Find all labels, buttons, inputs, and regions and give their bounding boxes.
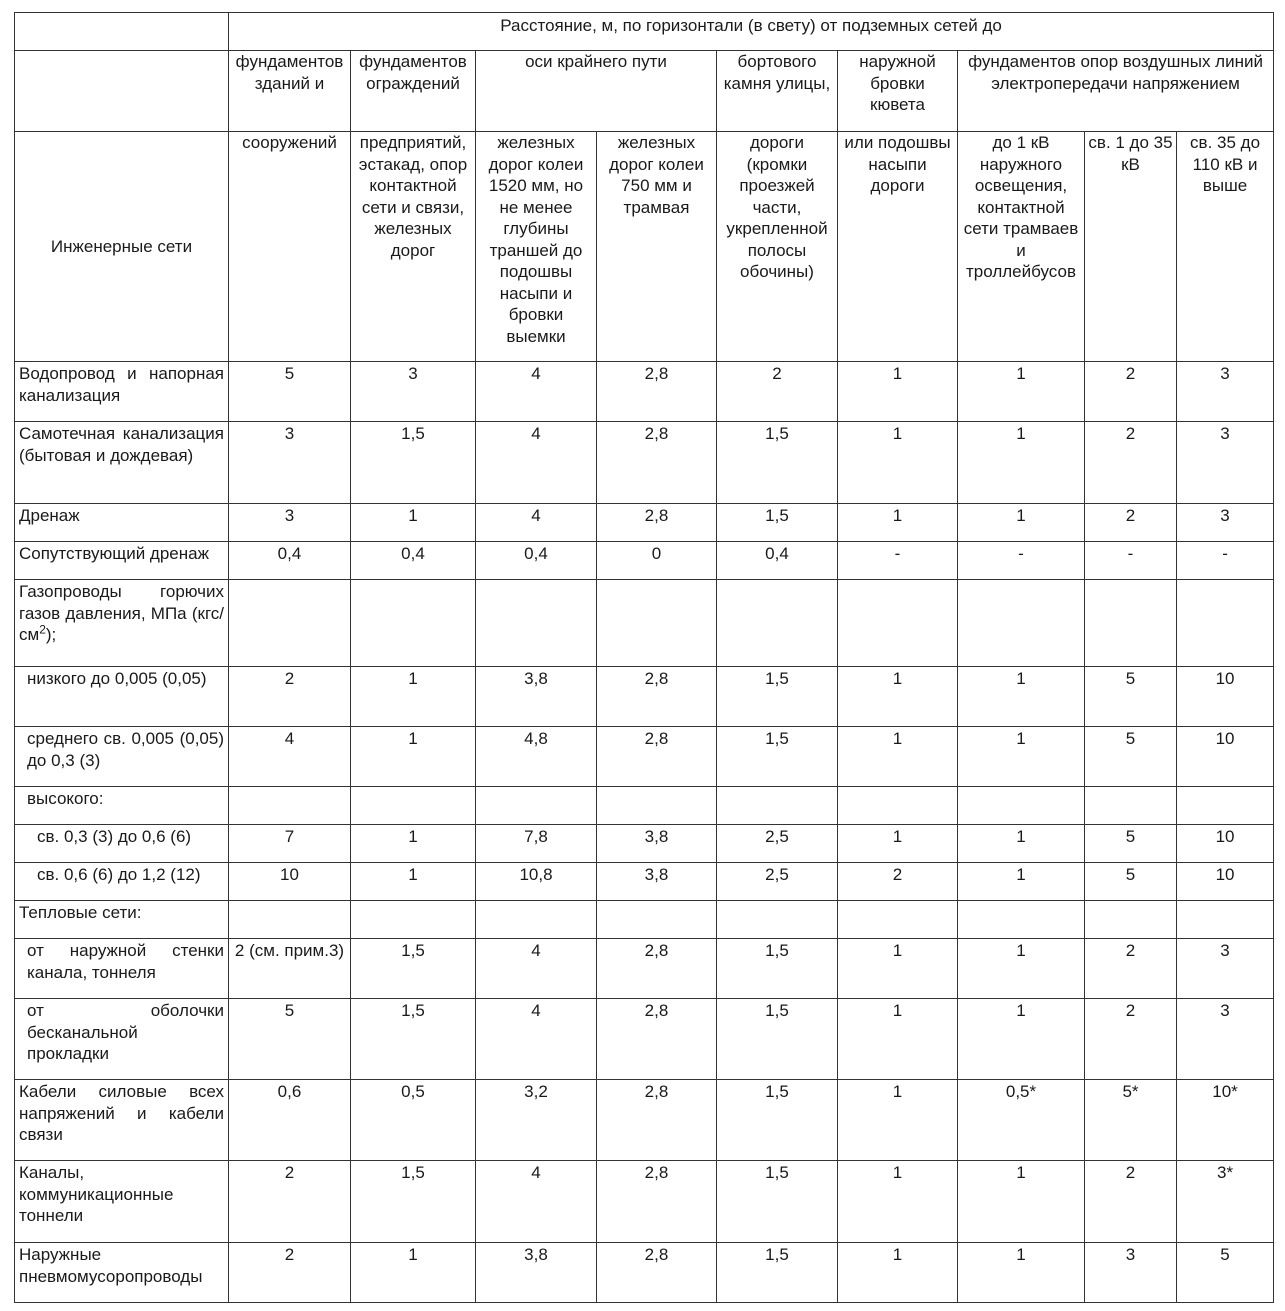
value-cell: 1: [351, 825, 476, 863]
value-cell: 1: [838, 1161, 958, 1243]
value-cell: 1,5: [717, 1161, 838, 1243]
value-cell: 5*: [1085, 1080, 1177, 1161]
value-cell: 2,8: [597, 1080, 717, 1161]
header-row-subs: [15, 132, 1274, 362]
value-cell: 1: [958, 1161, 1085, 1243]
row-name: Самотечная канализация (бытовая и дождевая): [19, 424, 224, 465]
group-ditch: наружной бровки кювета: [838, 51, 958, 132]
sub-header: дороги (кромки проезжей части, укрепленной полосы обочины): [717, 132, 838, 362]
value-cell: 1: [351, 1243, 476, 1303]
value-cell: 7: [229, 825, 351, 863]
value-cell: 1: [958, 422, 1085, 504]
row-name: Газопроводы горючих газов давления, МПа (кгс/см: [19, 582, 224, 644]
value-cell: [229, 901, 351, 939]
value-cell: 1,5: [717, 939, 838, 999]
distance-table: [14, 12, 1274, 1303]
value-cell: [1177, 901, 1274, 939]
group-power-lines: фундаментов опор воздушных линий электропередачи напряжением: [958, 51, 1274, 132]
row-name: Кабели силовые всех напряжений и кабели связи: [19, 1082, 224, 1144]
row-name: Сопутствующий дренаж: [19, 544, 209, 563]
row-name: Тепловые сети:: [19, 903, 142, 922]
value-cell: 5: [1085, 863, 1177, 901]
value-cell: 1,5: [717, 727, 838, 787]
value-cell: [838, 901, 958, 939]
value-cell: 2: [1085, 999, 1177, 1080]
group-fences: фундаментов ограждений: [351, 51, 476, 132]
value-cell: [597, 787, 717, 825]
row-name: Дренаж: [19, 506, 80, 525]
value-cell: 2,8: [597, 999, 717, 1080]
value-cell: 1,5: [717, 667, 838, 727]
value-cell: 0,6: [229, 1080, 351, 1161]
table-row: [15, 1161, 1274, 1243]
value-cell: 1: [958, 362, 1085, 422]
value-cell: 4: [229, 727, 351, 787]
value-cell: 5: [1085, 727, 1177, 787]
table-row: [15, 667, 1274, 727]
value-cell: 4: [476, 999, 597, 1080]
value-cell: 5: [229, 999, 351, 1080]
row-name-cell: [15, 362, 229, 422]
value-cell: 10: [1177, 727, 1274, 787]
value-cell: 0,4: [717, 542, 838, 580]
value-cell: 4,8: [476, 727, 597, 787]
value-cell: -: [838, 542, 958, 580]
value-cell: [958, 787, 1085, 825]
value-cell: 5: [1177, 1243, 1274, 1303]
row-name-cell: [15, 863, 229, 901]
value-cell: 3: [229, 504, 351, 542]
value-cell: 1: [958, 825, 1085, 863]
row-name-cell: [15, 825, 229, 863]
value-cell: 2,8: [597, 1161, 717, 1243]
value-cell: 2,8: [597, 939, 717, 999]
row-name: св. 0,6 (6) до 1,2 (12): [37, 865, 201, 884]
table-row: [15, 580, 1274, 667]
row-name: от наружной стенки канала, тоннеля: [27, 941, 224, 982]
value-cell: 1,5: [351, 999, 476, 1080]
value-cell: 2,5: [717, 863, 838, 901]
table-row: [15, 362, 1274, 422]
value-cell: 3,8: [597, 825, 717, 863]
value-cell: 2: [229, 667, 351, 727]
value-cell: 3: [1085, 1243, 1177, 1303]
sub-header: железных дорог колеи 1520 мм, но не менее глубины траншей до подошвы насыпи и бровки выемки: [476, 132, 597, 362]
value-cell: 2: [838, 863, 958, 901]
value-cell: [351, 787, 476, 825]
table-row: [15, 999, 1274, 1080]
sub-header: предприятий, эстакад, опор контактной сети и связи, железных дорог: [351, 132, 476, 362]
value-cell: 1: [838, 1243, 958, 1303]
value-cell: [958, 580, 1085, 667]
value-cell: [351, 901, 476, 939]
value-cell: 0,4: [351, 542, 476, 580]
value-cell: 3: [1177, 362, 1274, 422]
value-cell: 2: [1085, 422, 1177, 504]
row-name-cell: [15, 422, 229, 504]
table-row: [15, 1080, 1274, 1161]
value-cell: 2: [1085, 504, 1177, 542]
value-cell: 10: [1177, 863, 1274, 901]
header-blank-cell: [15, 13, 229, 51]
value-cell: 1: [958, 1243, 1085, 1303]
value-cell: 4: [476, 362, 597, 422]
value-cell: 1: [958, 504, 1085, 542]
value-cell: [1177, 580, 1274, 667]
value-cell: 3,8: [476, 1243, 597, 1303]
table-row: [15, 863, 1274, 901]
value-cell: 1,5: [717, 1080, 838, 1161]
row-name: св. 0,3 (3) до 0,6 (6): [37, 827, 192, 846]
value-cell: [1085, 901, 1177, 939]
value-cell: 0,4: [476, 542, 597, 580]
value-cell: 2,8: [597, 1243, 717, 1303]
row-name: Каналы, коммуникационные тоннели: [19, 1163, 174, 1225]
value-cell: 1: [958, 727, 1085, 787]
value-cell: 1: [838, 999, 958, 1080]
table-row: [15, 901, 1274, 939]
value-cell: [1085, 787, 1177, 825]
value-cell: 1,5: [717, 999, 838, 1080]
value-cell: 10: [229, 863, 351, 901]
value-cell: [1085, 580, 1177, 667]
value-cell: 0: [597, 542, 717, 580]
value-cell: [476, 901, 597, 939]
sub-header: железных дорог колеи 750 мм и трамвая: [597, 132, 717, 362]
sub-header: сооружений: [229, 132, 351, 362]
value-cell: 2: [1085, 1161, 1177, 1243]
value-cell: 3: [1177, 939, 1274, 999]
value-cell: 3: [1177, 422, 1274, 504]
group-buildings: фундаментов зданий и: [229, 51, 351, 132]
row-name-cell: [15, 1161, 229, 1243]
value-cell: 1,5: [717, 1243, 838, 1303]
value-cell: 1: [351, 863, 476, 901]
value-cell: [597, 901, 717, 939]
value-cell: 3: [229, 422, 351, 504]
row-name-cell: [15, 939, 229, 999]
value-cell: 2,8: [597, 362, 717, 422]
value-cell: 1: [838, 362, 958, 422]
value-cell: 5: [1085, 825, 1177, 863]
value-cell: [717, 580, 838, 667]
value-cell: 1: [838, 422, 958, 504]
value-cell: 1: [351, 667, 476, 727]
table-body: [15, 362, 1274, 1303]
value-cell: 10: [1177, 667, 1274, 727]
value-cell: 4: [476, 1161, 597, 1243]
value-cell: 5: [229, 362, 351, 422]
value-cell: 1: [958, 999, 1085, 1080]
value-cell: [717, 901, 838, 939]
sub-header: до 1 кВ наружного освещения, контактной сети трамваев и троллейбусов: [958, 132, 1085, 362]
sub-header: св. 1 до 35 кВ: [1085, 132, 1177, 362]
row-name: среднего св. 0,005 (0,05) до 0,3 (3): [27, 729, 224, 770]
value-cell: 2: [1085, 362, 1177, 422]
row-name-suffix: );: [45, 625, 57, 644]
value-cell: [838, 580, 958, 667]
value-cell: 1,5: [351, 1161, 476, 1243]
table-row: [15, 939, 1274, 999]
value-cell: -: [958, 542, 1085, 580]
value-cell: [351, 580, 476, 667]
value-cell: 3,8: [476, 667, 597, 727]
row-name-cell: [15, 727, 229, 787]
value-cell: 2,5: [717, 825, 838, 863]
value-cell: [476, 580, 597, 667]
row-name-cell: [15, 667, 229, 727]
value-cell: 4: [476, 422, 597, 504]
value-cell: 2,8: [597, 422, 717, 504]
value-cell: 3: [351, 362, 476, 422]
value-cell: 1: [838, 667, 958, 727]
value-cell: 1,5: [351, 422, 476, 504]
value-cell: 10: [1177, 825, 1274, 863]
value-cell: 2: [1085, 939, 1177, 999]
value-cell: 2: [229, 1243, 351, 1303]
value-cell: 10*: [1177, 1080, 1274, 1161]
value-cell: 1,5: [351, 939, 476, 999]
value-cell: -: [1177, 542, 1274, 580]
value-cell: 1: [838, 727, 958, 787]
value-cell: [717, 787, 838, 825]
value-cell: [229, 787, 351, 825]
value-cell: 3: [1177, 999, 1274, 1080]
row-name-cell: [15, 901, 229, 939]
row-name-cell: [15, 504, 229, 542]
header-row-top: [15, 13, 1274, 51]
value-cell: 2,8: [597, 667, 717, 727]
value-cell: 0,5*: [958, 1080, 1085, 1161]
value-cell: 5: [1085, 667, 1177, 727]
value-cell: 1,5: [717, 422, 838, 504]
table-row: [15, 1243, 1274, 1303]
sub-header: или подошвы насыпи дороги: [838, 132, 958, 362]
value-cell: 2: [229, 1161, 351, 1243]
table-row: [15, 825, 1274, 863]
row-name-cell: [15, 1243, 229, 1303]
value-cell: 10,8: [476, 863, 597, 901]
sub-header: св. 35 до 110 кВ и выше: [1177, 132, 1274, 362]
value-cell: [476, 787, 597, 825]
value-cell: 3: [1177, 504, 1274, 542]
row-name: Водопровод и напорная канализация: [19, 364, 224, 405]
value-cell: 1,5: [717, 504, 838, 542]
value-cell: [838, 787, 958, 825]
value-cell: 1: [838, 504, 958, 542]
value-cell: 2,8: [597, 727, 717, 787]
value-cell: 4: [476, 504, 597, 542]
header-row-groups: [15, 51, 1274, 132]
table-row: [15, 727, 1274, 787]
group-track-axis: оси крайнего пути: [476, 51, 717, 132]
value-cell: 1: [351, 504, 476, 542]
row-name: низкого до 0,005 (0,05): [27, 669, 207, 688]
value-cell: -: [1085, 542, 1177, 580]
value-cell: 0,5: [351, 1080, 476, 1161]
value-cell: 2 (см. прим.3): [229, 939, 351, 999]
value-cell: 7,8: [476, 825, 597, 863]
row-name-cell: [15, 1080, 229, 1161]
row-name-cell: [15, 787, 229, 825]
value-cell: [597, 580, 717, 667]
value-cell: 1: [958, 863, 1085, 901]
header-top-cell: Расстояние, м, по горизонтали (в свету) от подземных сетей до: [229, 13, 1274, 51]
row-name-cell: [15, 999, 229, 1080]
value-cell: 1: [838, 939, 958, 999]
value-cell: 1: [958, 667, 1085, 727]
value-cell: [958, 901, 1085, 939]
value-cell: 1: [838, 825, 958, 863]
value-cell: 3,2: [476, 1080, 597, 1161]
value-cell: 1: [351, 727, 476, 787]
row-name: высокого:: [27, 789, 104, 808]
value-cell: [1177, 787, 1274, 825]
row-name-cell: [15, 580, 229, 667]
table-row: [15, 787, 1274, 825]
row-name-cell: [15, 542, 229, 580]
value-cell: 2,8: [597, 504, 717, 542]
row-name: Наружные пневмомусоропроводы: [19, 1245, 203, 1286]
value-cell: 1: [958, 939, 1085, 999]
value-cell: 1: [838, 1080, 958, 1161]
value-cell: 4: [476, 939, 597, 999]
table-row: [15, 504, 1274, 542]
header-blank-cell: [15, 51, 229, 132]
table-row: [15, 542, 1274, 580]
row-name-superscript: 2: [39, 622, 46, 637]
table-row: [15, 422, 1274, 504]
row-label-header: Инженерные сети: [15, 132, 229, 362]
value-cell: 2: [717, 362, 838, 422]
value-cell: 0,4: [229, 542, 351, 580]
value-cell: 3*: [1177, 1161, 1274, 1243]
row-name: от оболочки бесканальной прокладки: [27, 1001, 224, 1063]
value-cell: 3,8: [597, 863, 717, 901]
group-curb: бортового камня улицы,: [717, 51, 838, 132]
value-cell: [229, 580, 351, 667]
